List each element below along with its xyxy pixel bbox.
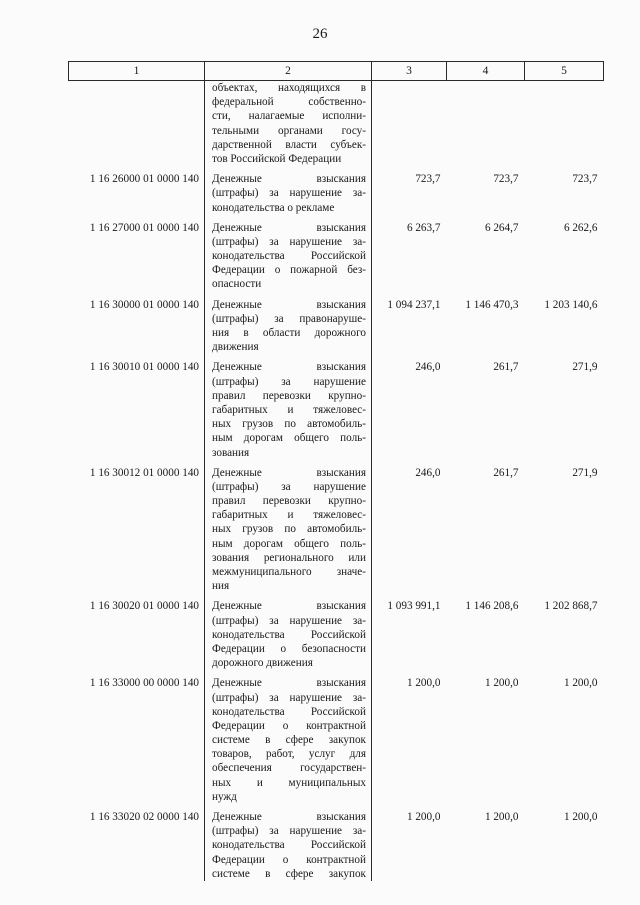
row-value-col4: 723,7 bbox=[493, 173, 519, 186]
row-code: 1 16 33020 02 0000 140 bbox=[89, 811, 199, 823]
row-description bbox=[205, 166, 372, 215]
row-description bbox=[205, 292, 372, 355]
column-header-2: 2 bbox=[205, 62, 372, 81]
column-header-3: 3 bbox=[372, 62, 447, 81]
description-line: правил перевозки крупно- bbox=[212, 389, 366, 402]
description-line: дорожного движения bbox=[212, 657, 313, 670]
row-value-col3: 1 200,0 bbox=[406, 677, 441, 690]
column-header-5: 5 bbox=[525, 62, 604, 81]
row-description bbox=[205, 804, 372, 881]
row-value-col4: 1 200,0 bbox=[484, 677, 519, 690]
description-line: товаров, работ, услуг для bbox=[212, 748, 366, 761]
description-line: Денежные взыскания bbox=[212, 811, 366, 823]
row-value-col3: 6 263,7 bbox=[406, 221, 441, 234]
description-line: тельными органами госу- bbox=[212, 124, 366, 137]
description-line: (штрафы) за правонаруше- bbox=[212, 312, 366, 325]
description-line: Денежные взыскания bbox=[212, 298, 366, 311]
row-value-col5: 1 203 140,6 bbox=[544, 298, 598, 311]
description-line: зования bbox=[212, 446, 250, 459]
description-line: правил перевозки крупно- bbox=[212, 495, 366, 508]
description-line: Федерации о контрактной bbox=[212, 853, 366, 866]
description-line: зования регионального или bbox=[212, 551, 366, 564]
description-line: (штрафы) за нарушение за- bbox=[212, 235, 366, 248]
description-line: сти, налагаемые исполни- bbox=[212, 110, 366, 123]
table-row bbox=[69, 460, 604, 594]
table-row bbox=[69, 670, 604, 804]
column-header-4: 4 bbox=[447, 62, 525, 81]
description-line: системе в сфере закупок bbox=[212, 867, 366, 880]
description-line: (штрафы) за нарушение bbox=[212, 375, 366, 388]
description-line: Федерации о безопасности bbox=[212, 642, 366, 655]
row-value-col5: 1 200,0 bbox=[563, 677, 598, 690]
row-value-col5: 271,9 bbox=[572, 361, 598, 374]
description-line: Денежные взыскания bbox=[212, 466, 366, 479]
row-code: 1 16 30012 01 0000 140 bbox=[89, 466, 199, 479]
row-description bbox=[205, 354, 372, 459]
row-value-col3: 723,7 bbox=[415, 173, 441, 186]
row-value-col4: 1 146 470,3 bbox=[465, 298, 519, 311]
description-line: габаритных и тяжеловес- bbox=[212, 403, 366, 416]
description-line: Денежные взыскания bbox=[212, 173, 366, 186]
row-value-col4: 1 146 208,6 bbox=[465, 600, 519, 613]
row-value-col4: 1 200,0 bbox=[484, 811, 519, 823]
row-description bbox=[205, 460, 372, 594]
description-line: Денежные взыскания bbox=[212, 677, 366, 690]
row-value-col5: 1 200,0 bbox=[563, 811, 598, 823]
description-line: опасности bbox=[212, 278, 262, 291]
description-line: тов Российской Федерации bbox=[212, 152, 342, 165]
description-line: ным дорогам общего поль- bbox=[212, 537, 366, 550]
description-line: Федерации о контрактной bbox=[212, 719, 366, 732]
row-code: 1 16 30010 01 0000 140 bbox=[89, 361, 199, 374]
row-value-col5: 723,7 bbox=[572, 173, 598, 186]
description-line: Федерации о пожарной без- bbox=[212, 264, 366, 277]
row-value-col5: 6 262,6 bbox=[563, 221, 598, 234]
row-value-col4: 261,7 bbox=[493, 361, 519, 374]
row-value-col4: 261,7 bbox=[493, 466, 519, 479]
description-line: (штрафы) за нарушение за- bbox=[212, 614, 366, 627]
column-header-1: 1 bbox=[69, 62, 205, 81]
description-line: нужд bbox=[212, 790, 237, 803]
description-line: конодательства Российской bbox=[212, 628, 366, 641]
description-line: габаритных и тяжеловес- bbox=[212, 509, 366, 522]
continued-row bbox=[69, 81, 604, 167]
table-body bbox=[69, 81, 604, 881]
table-row bbox=[69, 166, 604, 215]
row-value-col4: 6 264,7 bbox=[484, 221, 519, 234]
table-row bbox=[69, 215, 604, 292]
description-line: Денежные взыскания bbox=[212, 361, 366, 374]
description-line: конодательства о рекламе bbox=[212, 201, 335, 214]
description-line: дарственной власти субъек- bbox=[212, 138, 366, 151]
row-code: 1 16 30000 01 0000 140 bbox=[89, 298, 199, 311]
description-line: объектах, находящихся в bbox=[212, 82, 366, 94]
row-description bbox=[205, 215, 372, 292]
row-code: 1 16 26000 01 0000 140 bbox=[89, 173, 199, 186]
description-line: Денежные взыскания bbox=[212, 600, 366, 613]
table-row bbox=[69, 804, 604, 881]
description-line: конодательства Российской bbox=[212, 705, 366, 718]
description-line: ных и муниципальных bbox=[212, 776, 366, 789]
description-line: конодательства Российской bbox=[212, 839, 366, 852]
description-line: движения bbox=[212, 341, 259, 354]
row-description bbox=[205, 670, 372, 804]
description-line: обеспечения государствен- bbox=[212, 762, 366, 775]
description-line: ния в области дорожного bbox=[212, 327, 366, 339]
row-value-col5: 271,9 bbox=[572, 466, 598, 479]
description-line: ных грузов по автомобиль- bbox=[212, 523, 366, 536]
table-row bbox=[69, 354, 604, 459]
row-code bbox=[69, 81, 205, 167]
row-code: 1 16 27000 01 0000 140 bbox=[89, 221, 199, 234]
description-line: системе в сфере закупок bbox=[212, 734, 366, 747]
row-value-col5 bbox=[525, 81, 604, 167]
row-value-col3: 1 094 237,1 bbox=[387, 298, 441, 311]
row-value-col3: 246,0 bbox=[415, 361, 441, 374]
description-line: (штрафы) за нарушение за- bbox=[212, 187, 366, 200]
table-row bbox=[69, 292, 604, 355]
row-value-col5: 1 202 868,7 bbox=[544, 600, 598, 613]
row-description bbox=[205, 593, 372, 670]
budget-table bbox=[68, 61, 604, 881]
description-line: ным дорогам общего поль- bbox=[212, 432, 366, 445]
table-row bbox=[69, 593, 604, 670]
description-line: (штрафы) за нарушение за- bbox=[212, 825, 366, 838]
description-line: (штрафы) за нарушение за- bbox=[212, 691, 366, 704]
description-line: конодательства Российской bbox=[212, 250, 366, 263]
row-value-col3: 1 200,0 bbox=[406, 811, 441, 823]
row-value-col3: 246,0 bbox=[415, 466, 441, 479]
description-line: ных грузов по автомобиль- bbox=[212, 418, 366, 431]
description-line: федеральной собственно- bbox=[212, 96, 366, 109]
row-code: 1 16 33000 00 0000 140 bbox=[89, 677, 199, 690]
row-value-col4 bbox=[447, 81, 525, 167]
description-line: Денежные взыскания bbox=[212, 221, 366, 234]
row-value-col3: 1 093 991,1 bbox=[387, 600, 441, 613]
table-header bbox=[69, 62, 604, 81]
description-line: ния bbox=[212, 580, 230, 593]
page-number: 26 bbox=[312, 26, 328, 42]
description-line: межмуниципального значе- bbox=[212, 566, 366, 578]
description-line: (штрафы) за нарушение bbox=[212, 480, 366, 493]
row-code: 1 16 30020 01 0000 140 bbox=[89, 600, 199, 613]
row-description bbox=[205, 81, 372, 167]
row-value-col3 bbox=[372, 81, 447, 167]
